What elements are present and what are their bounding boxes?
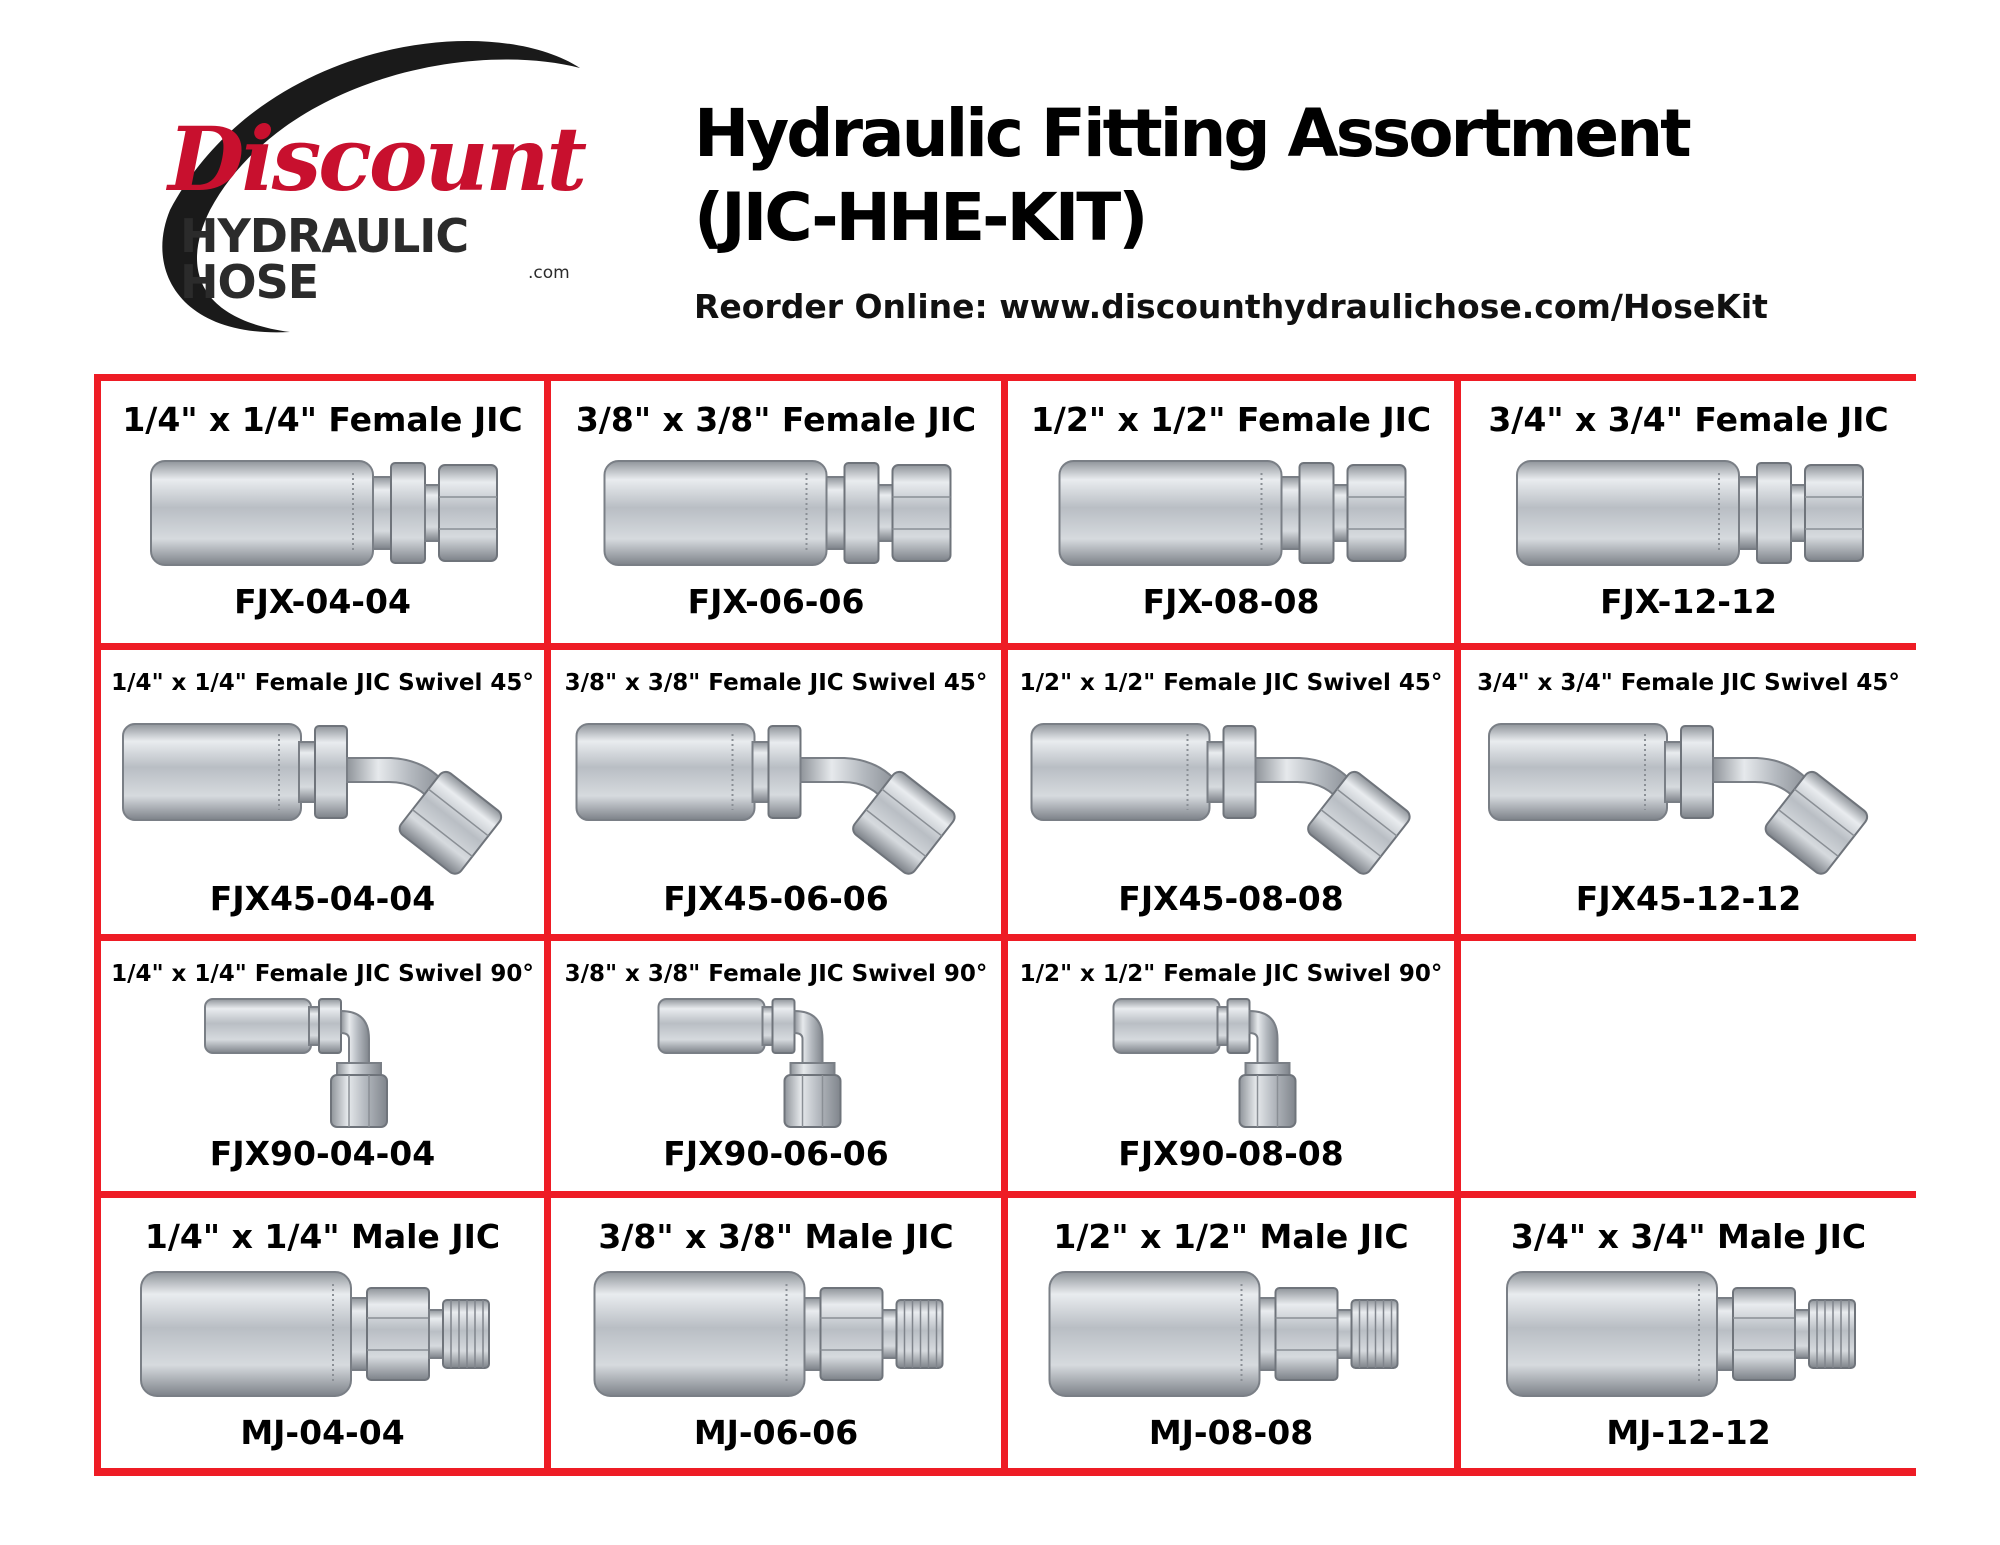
elbow-45-fitting-icon (1461, 712, 1916, 882)
reorder-link[interactable]: Reorder Online: www.discounthydraulichose.com/HoseKit (694, 287, 1768, 326)
logo (140, 20, 610, 350)
fitting-part-number: MJ-12-12 (1606, 1413, 1771, 1452)
straight-male-fitting-icon (1461, 1258, 1916, 1408)
straight-male-fitting-icon (1008, 1258, 1454, 1408)
fitting-card (1008, 941, 1454, 1191)
fitting-title: 3/8" x 3/8" Male JIC (598, 1217, 954, 1256)
fitting-part-number: FJX-04-04 (234, 582, 411, 621)
fitting-title: 3/4" x 3/4" Male JIC (1510, 1217, 1867, 1256)
fitting-part-number: MJ-04-04 (240, 1413, 405, 1452)
fitting-part-number: FJX45-04-04 (209, 879, 436, 918)
elbow-45-fitting-icon (1008, 712, 1454, 882)
fitting-card (101, 941, 544, 1191)
fitting-title: 3/8" x 3/8" Female JIC (575, 400, 977, 439)
fitting-card (101, 650, 544, 934)
empty-cell (1461, 941, 1916, 1191)
fitting-part-number: FJX45-12-12 (1575, 879, 1802, 918)
fitting-title: 1/2" x 1/2" Female JIC Swivel 90° (1019, 961, 1443, 987)
fitting-title: 1/4" x 1/4" Female JIC (122, 400, 523, 439)
fitting-title: 3/8" x 3/8" Female JIC Swivel 90° (564, 961, 988, 987)
fitting-card (101, 1198, 544, 1468)
fitting-part-number: FJX90-04-04 (209, 1134, 436, 1173)
fitting-card (1008, 1198, 1454, 1468)
fitting-card (551, 381, 1001, 643)
fitting-part-number: FJX90-06-06 (663, 1134, 889, 1173)
straight-male-fitting-icon (551, 1258, 1001, 1408)
fitting-title: 1/2" x 1/2" Female JIC Swivel 45° (1019, 670, 1443, 696)
elbow-90-fitting-icon (551, 993, 1001, 1133)
title-line-1: Hydraulic Fitting Assortment (694, 95, 1689, 172)
fitting-part-number: MJ-06-06 (693, 1413, 859, 1452)
fitting-grid (94, 374, 1916, 1476)
straight-male-fitting-icon (101, 1258, 544, 1408)
elbow-45-fitting-icon (101, 712, 544, 882)
fitting-card (1461, 381, 1916, 643)
fitting-title: 3/4" x 3/4" Female JIC (1488, 400, 1889, 439)
fitting-part-number: FJX90-08-08 (1118, 1134, 1344, 1173)
fitting-card (551, 1198, 1001, 1468)
fitting-part-number: MJ-08-08 (1148, 1413, 1314, 1452)
straight-female-fitting-icon (1461, 443, 1916, 583)
fitting-title: 1/2" x 1/2" Male JIC (1053, 1217, 1409, 1256)
straight-female-fitting-icon (551, 443, 1001, 583)
fitting-card (1461, 1198, 1916, 1468)
logo-subtitle: HYDRAULIC HOSE (180, 209, 469, 309)
fitting-title: 1/4" x 1/4" Male JIC (144, 1217, 501, 1256)
fitting-card (1461, 650, 1916, 934)
fitting-card (101, 381, 544, 643)
elbow-90-fitting-icon (101, 993, 544, 1133)
logo-wordmark: Discount (168, 107, 585, 211)
fitting-card (1008, 381, 1454, 643)
fitting-title: 3/4" x 3/4" Female JIC Swivel 45° (1477, 670, 1900, 696)
fitting-card (551, 650, 1001, 934)
fitting-card (551, 941, 1001, 1191)
fitting-title: 1/4" x 1/4" Female JIC Swivel 90° (111, 961, 534, 987)
fitting-part-number: FJX45-06-06 (663, 879, 889, 918)
fitting-title: 1/2" x 1/2" Female JIC (1030, 400, 1432, 439)
fitting-part-number: FJX-08-08 (1142, 582, 1320, 621)
elbow-45-fitting-icon (551, 712, 1001, 882)
fitting-title: 3/8" x 3/8" Female JIC Swivel 45° (564, 670, 988, 696)
fitting-title: 1/4" x 1/4" Female JIC Swivel 45° (111, 670, 534, 696)
straight-female-fitting-icon (1008, 443, 1454, 583)
elbow-90-fitting-icon (1008, 993, 1454, 1133)
page-title (694, 92, 1944, 260)
fitting-part-number: FJX45-08-08 (1118, 879, 1344, 918)
straight-female-fitting-icon (101, 443, 544, 583)
fitting-card (1008, 650, 1454, 934)
title-line-2: (JIC-HHE-KIT) (694, 179, 1146, 256)
logo-domain: .com (528, 263, 570, 283)
fitting-part-number: FJX-12-12 (1600, 582, 1777, 621)
fitting-part-number: FJX-06-06 (687, 582, 865, 621)
